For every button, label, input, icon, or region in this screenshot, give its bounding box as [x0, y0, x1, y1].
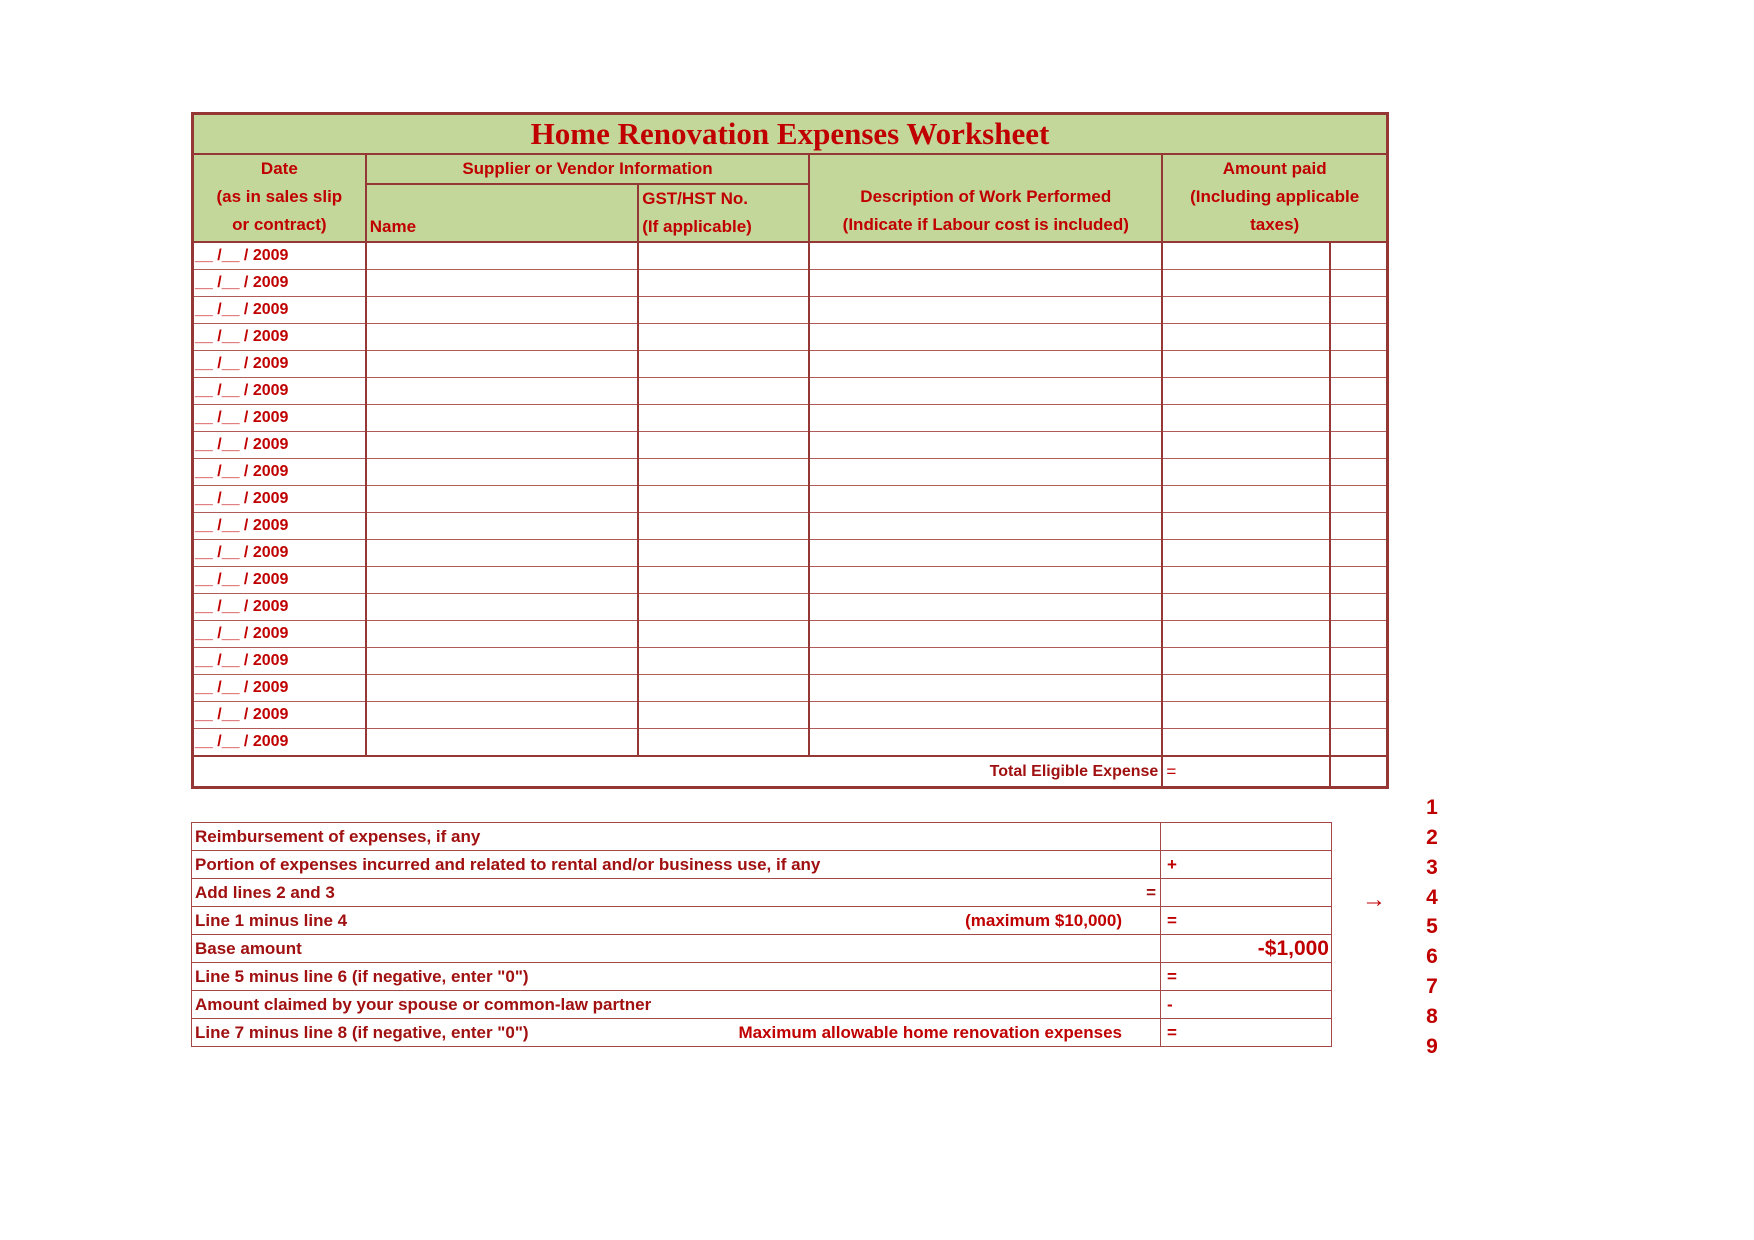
line-number: 6	[1426, 945, 1438, 969]
amount-extra-cell[interactable]	[1330, 648, 1387, 675]
description-cell[interactable]	[809, 567, 1162, 594]
date-header	[193, 154, 366, 242]
name-cell[interactable]	[366, 594, 639, 621]
description-cell[interactable]	[809, 513, 1162, 540]
line-label: Line 1 minus line 4	[195, 910, 348, 930]
line-label-cell	[192, 991, 1161, 1019]
gst-cell[interactable]	[638, 405, 809, 432]
amount-cell[interactable]	[1162, 297, 1330, 324]
line-number: 5	[1426, 915, 1438, 939]
name-cell[interactable]	[366, 270, 639, 297]
description-cell[interactable]	[809, 351, 1162, 378]
date-cell[interactable]: __ /__ / 2009	[193, 513, 366, 540]
amount-extra-cell[interactable]	[1330, 405, 1387, 432]
gst-cell[interactable]	[638, 675, 809, 702]
amount-extra-cell[interactable]	[1330, 297, 1387, 324]
gst-header	[638, 184, 809, 242]
line-label: Portion of expenses incurred and related to rental and/or business use, if any	[195, 854, 821, 874]
amount-cell[interactable]	[1162, 405, 1330, 432]
amount-header-line: Amount paid	[1222, 159, 1327, 178]
date-header-line: or contract)	[232, 215, 327, 234]
line-label: Line 5 minus line 6 (if negative, enter "0")	[195, 966, 529, 986]
gst-header-line: (If applicable)	[642, 217, 752, 236]
arrow-right-icon: →	[1362, 886, 1386, 913]
amount-header-line: (Including applicable	[1190, 187, 1360, 206]
table-row	[193, 702, 1388, 729]
date-cell[interactable]: __ /__ / 2009	[193, 648, 366, 675]
amount-extra-cell[interactable]	[1330, 324, 1387, 351]
table-row	[193, 486, 1388, 513]
line-label-cell	[192, 879, 1161, 907]
amount-extra-cell[interactable]	[1330, 270, 1387, 297]
table-row	[193, 405, 1388, 432]
line-number: 8	[1426, 1004, 1438, 1028]
total-operator: =	[1166, 761, 1177, 781]
calculation-row	[192, 991, 1332, 1019]
line-number: 1	[1426, 796, 1438, 819]
calculation-row	[192, 851, 1332, 879]
table-row	[193, 270, 1388, 297]
description-cell[interactable]	[809, 324, 1162, 351]
gst-cell[interactable]	[638, 594, 809, 621]
description-cell[interactable]	[809, 540, 1162, 567]
amount-cell[interactable]	[1162, 702, 1330, 729]
date-cell[interactable]: __ /__ / 2009	[193, 594, 366, 621]
gst-cell[interactable]	[638, 270, 809, 297]
table-row	[193, 378, 1388, 405]
description-cell[interactable]	[809, 432, 1162, 459]
base-amount-value: -$1,000	[1257, 937, 1329, 960]
table-row	[193, 594, 1388, 621]
line-amount-cell[interactable]	[1161, 1019, 1332, 1047]
amount-cell[interactable]	[1162, 486, 1330, 513]
name-cell[interactable]	[366, 675, 639, 702]
amount-extra-cell[interactable]	[1330, 378, 1387, 405]
name-cell[interactable]	[366, 405, 639, 432]
table-row	[193, 297, 1388, 324]
total-label: Total Eligible Expense	[193, 756, 1163, 788]
description-cell[interactable]	[809, 270, 1162, 297]
name-cell[interactable]	[366, 486, 639, 513]
worksheet-title: Home Renovation Expenses Worksheet	[193, 114, 1388, 155]
date-cell[interactable]: __ /__ / 2009	[193, 297, 366, 324]
name-cell[interactable]	[366, 702, 639, 729]
calculation-table	[191, 822, 1332, 1047]
name-cell[interactable]	[366, 324, 639, 351]
date-cell[interactable]: __ /__ / 2009	[193, 459, 366, 486]
name-cell[interactable]	[366, 297, 639, 324]
line-label: Amount claimed by your spouse or common-law partner	[195, 994, 652, 1014]
date-cell[interactable]: __ /__ / 2009	[193, 270, 366, 297]
gst-cell[interactable]	[638, 459, 809, 486]
description-cell[interactable]	[809, 621, 1162, 648]
gst-cell[interactable]	[638, 351, 809, 378]
amount-cell[interactable]	[1162, 621, 1330, 648]
amount-extra-cell[interactable]	[1330, 242, 1387, 270]
table-row	[193, 459, 1388, 486]
total-amount-cell[interactable]	[1162, 756, 1330, 788]
name-cell[interactable]	[366, 729, 639, 757]
date-header-line: Date	[260, 159, 298, 178]
gst-cell[interactable]	[638, 432, 809, 459]
name-cell[interactable]	[366, 242, 639, 270]
description-cell[interactable]	[809, 297, 1162, 324]
table-row	[193, 432, 1388, 459]
amount-cell[interactable]	[1162, 648, 1330, 675]
amount-cell[interactable]	[1162, 729, 1330, 757]
line-operator: =	[1167, 1022, 1177, 1042]
amount-extra-cell[interactable]	[1330, 594, 1387, 621]
line-number: 2	[1426, 826, 1438, 849]
gst-cell[interactable]	[638, 513, 809, 540]
gst-cell[interactable]	[638, 242, 809, 270]
amount-cell[interactable]	[1162, 378, 1330, 405]
gst-cell[interactable]	[638, 486, 809, 513]
table-row	[193, 324, 1388, 351]
name-cell[interactable]	[366, 459, 639, 486]
amount-extra-cell[interactable]	[1330, 432, 1387, 459]
line-amount-cell[interactable]	[1161, 907, 1332, 935]
gst-cell[interactable]	[638, 324, 809, 351]
date-cell[interactable]: __ /__ / 2009	[193, 405, 366, 432]
name-cell[interactable]	[366, 540, 639, 567]
amount-cell[interactable]	[1162, 459, 1330, 486]
line-number: 9	[1426, 1034, 1438, 1058]
name-cell[interactable]	[366, 567, 639, 594]
amount-extra-cell[interactable]	[1330, 702, 1387, 729]
gst-header-line: GST/HST No.	[642, 189, 749, 208]
line-label: Reimbursement of expenses, if any	[195, 826, 481, 846]
gst-cell[interactable]	[638, 729, 809, 757]
amount-extra-cell[interactable]	[1330, 540, 1387, 567]
description-cell[interactable]	[809, 405, 1162, 432]
line-note: Maximum allowable home renovation expenses	[738, 1022, 1122, 1042]
gst-cell[interactable]	[638, 567, 809, 594]
gst-cell[interactable]	[638, 702, 809, 729]
table-row	[193, 675, 1388, 702]
expenses-table	[191, 112, 1389, 789]
amount-cell[interactable]	[1162, 513, 1330, 540]
description-cell[interactable]	[809, 729, 1162, 757]
line-label: Line 7 minus line 8 (if negative, enter "0")	[195, 1022, 529, 1042]
amount-extra-cell[interactable]	[1330, 351, 1387, 378]
supplier-header: Supplier or Vendor Information	[366, 154, 810, 184]
description-cell[interactable]	[809, 486, 1162, 513]
line-label-cell	[192, 935, 1161, 963]
amount-cell[interactable]	[1162, 540, 1330, 567]
table-row	[193, 351, 1388, 378]
line-amount-cell[interactable]	[1161, 991, 1332, 1019]
date-cell[interactable]: __ /__ / 2009	[193, 540, 366, 567]
description-cell[interactable]	[809, 378, 1162, 405]
line-label-cell	[192, 851, 1161, 879]
gst-cell[interactable]	[638, 378, 809, 405]
description-cell[interactable]	[809, 675, 1162, 702]
amount-extra-cell[interactable]	[1330, 675, 1387, 702]
name-cell[interactable]	[366, 513, 639, 540]
line-amount-cell[interactable]	[1161, 963, 1332, 991]
amount-extra-cell[interactable]	[1330, 459, 1387, 486]
amount-cell[interactable]	[1162, 567, 1330, 594]
description-header	[809, 154, 1162, 242]
line-amount-cell[interactable]	[1161, 851, 1332, 879]
line-operator: =	[1167, 910, 1177, 930]
description-header-line: Description of Work Performed	[860, 187, 1112, 206]
calculation-row	[192, 935, 1332, 963]
line-label-cell	[192, 963, 1161, 991]
name-cell[interactable]	[366, 648, 639, 675]
date-header-line: (as in sales slip	[216, 187, 343, 206]
table-row	[193, 729, 1388, 757]
name-cell[interactable]	[366, 432, 639, 459]
calculation-row	[192, 907, 1332, 935]
name-cell[interactable]	[366, 378, 639, 405]
table-row	[193, 567, 1388, 594]
line-note: (maximum $10,000)	[965, 910, 1122, 930]
gst-cell[interactable]	[638, 648, 809, 675]
date-cell[interactable]: __ /__ / 2009	[193, 378, 366, 405]
description-cell[interactable]	[809, 459, 1162, 486]
description-cell[interactable]	[809, 702, 1162, 729]
calculation-row	[192, 963, 1332, 991]
amount-header-line: taxes)	[1250, 215, 1300, 234]
line-number: 4	[1426, 885, 1438, 909]
line-operator: =	[1167, 966, 1177, 986]
description-cell[interactable]	[809, 242, 1162, 270]
amount-cell[interactable]	[1162, 270, 1330, 297]
amount-extra-cell[interactable]	[1330, 729, 1387, 757]
table-row	[193, 242, 1388, 270]
table-row	[193, 540, 1388, 567]
date-cell[interactable]: __ /__ / 2009	[193, 702, 366, 729]
amount-header	[1162, 154, 1387, 242]
gst-cell[interactable]	[638, 621, 809, 648]
line-label-cell	[192, 907, 1161, 935]
amount-extra-cell[interactable]	[1330, 567, 1387, 594]
line-label-cell	[192, 823, 1161, 851]
line-operator: -	[1167, 994, 1173, 1014]
amount-cell[interactable]	[1162, 594, 1330, 621]
line-label: Base amount	[195, 938, 302, 958]
description-header-line: (Indicate if Labour cost is included)	[842, 215, 1129, 234]
line-number: 3	[1426, 855, 1438, 879]
calculation-row	[192, 823, 1332, 851]
amount-extra-cell[interactable]	[1330, 486, 1387, 513]
date-cell[interactable]: __ /__ / 2009	[193, 351, 366, 378]
amount-extra-cell[interactable]	[1330, 513, 1387, 540]
description-cell[interactable]	[809, 648, 1162, 675]
calculation-row	[192, 1019, 1332, 1047]
line-operator: =	[1146, 882, 1156, 902]
amount-cell[interactable]	[1162, 675, 1330, 702]
gst-cell[interactable]	[638, 540, 809, 567]
amount-extra-cell[interactable]	[1330, 621, 1387, 648]
line-amount-cell[interactable]	[1161, 935, 1332, 963]
line-operator: +	[1167, 854, 1177, 874]
line-label: Add lines 2 and 3	[195, 882, 335, 902]
line-amount-cell[interactable]	[1161, 879, 1332, 907]
calculation-row	[192, 879, 1332, 907]
date-cell[interactable]: __ /__ / 2009	[193, 242, 366, 270]
line-amount-cell[interactable]	[1161, 823, 1332, 851]
date-cell[interactable]: __ /__ / 2009	[193, 567, 366, 594]
date-cell[interactable]: __ /__ / 2009	[193, 486, 366, 513]
name-header: Name	[366, 184, 639, 242]
amount-cell[interactable]	[1162, 432, 1330, 459]
line-label-cell	[192, 1019, 1161, 1047]
total-extra-cell[interactable]	[1330, 756, 1387, 788]
date-cell[interactable]: __ /__ / 2009	[193, 729, 366, 757]
date-cell[interactable]: __ /__ / 2009	[193, 675, 366, 702]
table-row	[193, 648, 1388, 675]
description-cell[interactable]	[809, 594, 1162, 621]
amount-cell[interactable]	[1162, 242, 1330, 270]
gst-cell[interactable]	[638, 297, 809, 324]
name-cell[interactable]	[366, 351, 639, 378]
date-cell[interactable]: __ /__ / 2009	[193, 432, 366, 459]
line-number: 7	[1426, 975, 1438, 998]
table-row	[193, 513, 1388, 540]
amount-cell[interactable]	[1162, 351, 1330, 378]
date-cell[interactable]: __ /__ / 2009	[193, 621, 366, 648]
date-cell[interactable]: __ /__ / 2009	[193, 324, 366, 351]
name-cell[interactable]	[366, 621, 639, 648]
table-row	[193, 621, 1388, 648]
amount-cell[interactable]	[1162, 324, 1330, 351]
